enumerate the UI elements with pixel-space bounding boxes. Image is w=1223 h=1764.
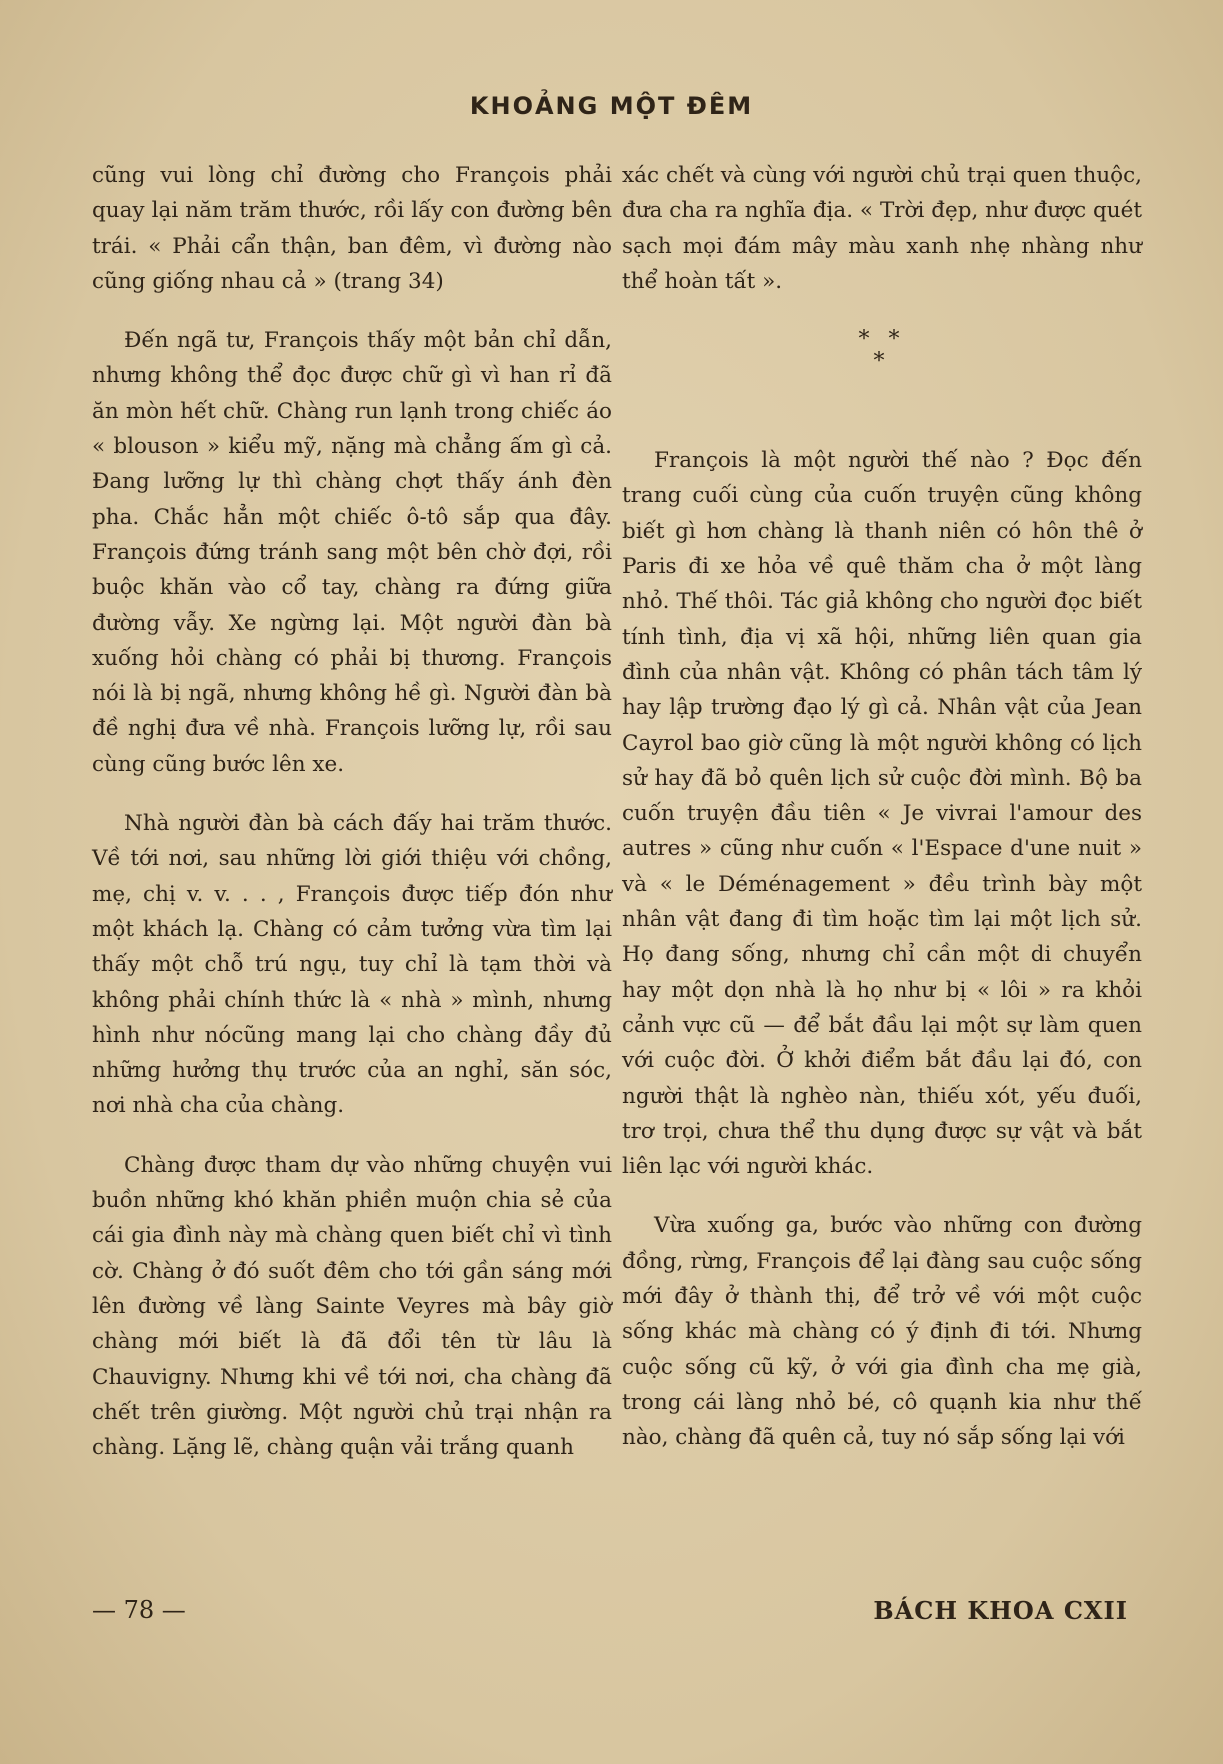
section-break-stars-top: * * — [858, 327, 906, 353]
section-break-stars-bottom: * — [873, 349, 891, 375]
right-column — [622, 158, 1142, 1480]
left-column — [92, 158, 612, 1489]
running-header: KHOẢNG MỘT ĐÊM — [469, 92, 754, 120]
paragraph: François là một người thế nào ? Đọc đến trang cuối cùng của cuốn truyện cũng không biết gì hơn chàng là thanh niên có hôn thê ở Paris đi xe hỏa về quê thăm cha ở một làng nhỏ. Thế thôi. Tác giả không cho người đọc biết tính tình, địa vị xã hội, những liên quan gia đình của nhân vật. Không có phân tách tâm lý hay lập trường đạo lý gì cả. Nhân vật của Jean Cayrol bao giờ cũng là một người không có lịch sử hay đã bỏ quên lịch sử cuộc đời mình. Bộ ba cuốn truyện đầu tiên « Je vivrai l'amour des autres » cũng như cuốn « l'Espace d'une nuit » và « le Déménagement » đều trình bày một nhân vật đang đi tìm hoặc tìm lại một lịch sử. Họ đang sống, nhưng chỉ cần một di chuyển hay một dọn nhà là họ như bị « lôi » ra khỏi cảnh vực cũ — để bắt đầu lại một sự làm quen với cuộc đời. Ở khởi điểm bắt đầu lại đó, con người thật là nghèo nàn, thiếu xót, yếu đuối, trơ trọi, chưa thể thu dụng được sự vật và bắt liên lạc với người khác. — [622, 448, 1142, 1180]
paragraph: Đến ngã tư, François thấy một bản chỉ dẫn, nhưng không thể đọc được chữ gì vì han rỉ đã ăn mòn hết chữ. Chàng run lạnh trong chiếc áo « blouson » kiểu mỹ, nặng mà chẳng ấm gì cả. Đang lưỡng lự thì chàng chợt thấy ánh đèn pha. Chắc hẳn một chiếc ô-tô sắp qua đây. François đứng tránh sang một bên chờ đợi, rồi buộc khăn vào cổ tay, chàng ra đứng giữa đường vẫy. Xe ngừng lại. Một người đàn bà xuống hỏi chàng có phải bị thương. François nói là bị ngã, nhưng không hề gì. Người đàn bà đề nghị đưa về nhà. François lưỡng lự, rồi sau cùng cũng bước lên xe. — [92, 328, 612, 777]
paragraph: Chàng được tham dự vào những chuyện vui buồn những khó khăn phiền muộn chia sẻ của cái gia đình này mà chàng quen biết chỉ vì tình cờ. Chàng ở đó suốt đêm cho tới gần sáng mới lên đường về làng Sainte Veyres mà bây giờ chàng mới biết là đã đổi tên từ lâu là Chauvigny. Nhưng khi về tới nơi, cha chàng đã chết trên giường. Một người chủ trại nhận ra chàng. Lặng lẽ, chàng quận vải trắng quanh — [92, 1152, 612, 1461]
page-number: — 78 — — [92, 1596, 186, 1624]
publication-name: BÁCH KHOA CXII — [873, 1596, 1128, 1625]
paragraph: xác chết và cùng với người chủ trại quen thuộc, đưa cha ra nghĩa địa. « Trời đẹp, như được quét sạch mọi đám mây màu xanh nhẹ nhàng như thể hoàn tất ». — [622, 163, 1142, 294]
paragraph: Nhà người đàn bà cách đấy hai trăm thước. Về tới nơi, sau những lời giới thiệu với chồng, mẹ, chị v. v. . . , François được tiếp đón như một khách lạ. Chàng có cảm tưởng vừa tìm lại thấy một chỗ trú ngụ, tuy chỉ là tạm thời và không phải chính thức là « nhà » mình, nhưng hình như nócũng mang lại cho chàng đầy đủ những hưởng thụ trước của an nghỉ, săn sóc, nơi nhà cha của chàng. — [92, 811, 612, 1119]
paragraph: cũng vui lòng chỉ đường cho François phải quay lại năm trăm thước, rồi lấy con đường bên trái. « Phải cẩn thận, ban đêm, vì đường nào cũng giống nhau cả » (trang 34) — [92, 163, 612, 294]
section-break — [622, 329, 1142, 373]
paragraph: Vừa xuống ga, bước vào những con đường đồng, rừng, François để lại đàng sau cuộc sống mới đây ở thành thị, để trở về với một cuộc sống khác mà chàng có ý định đi tới. Nhưng cuộc sống cũ kỹ, ở với gia đình cha mẹ già, trong cái làng nhỏ bé, cô quạnh kia như thế nào, chàng đã quên cả, tuy nó sắp sống lại với — [622, 1213, 1142, 1451]
